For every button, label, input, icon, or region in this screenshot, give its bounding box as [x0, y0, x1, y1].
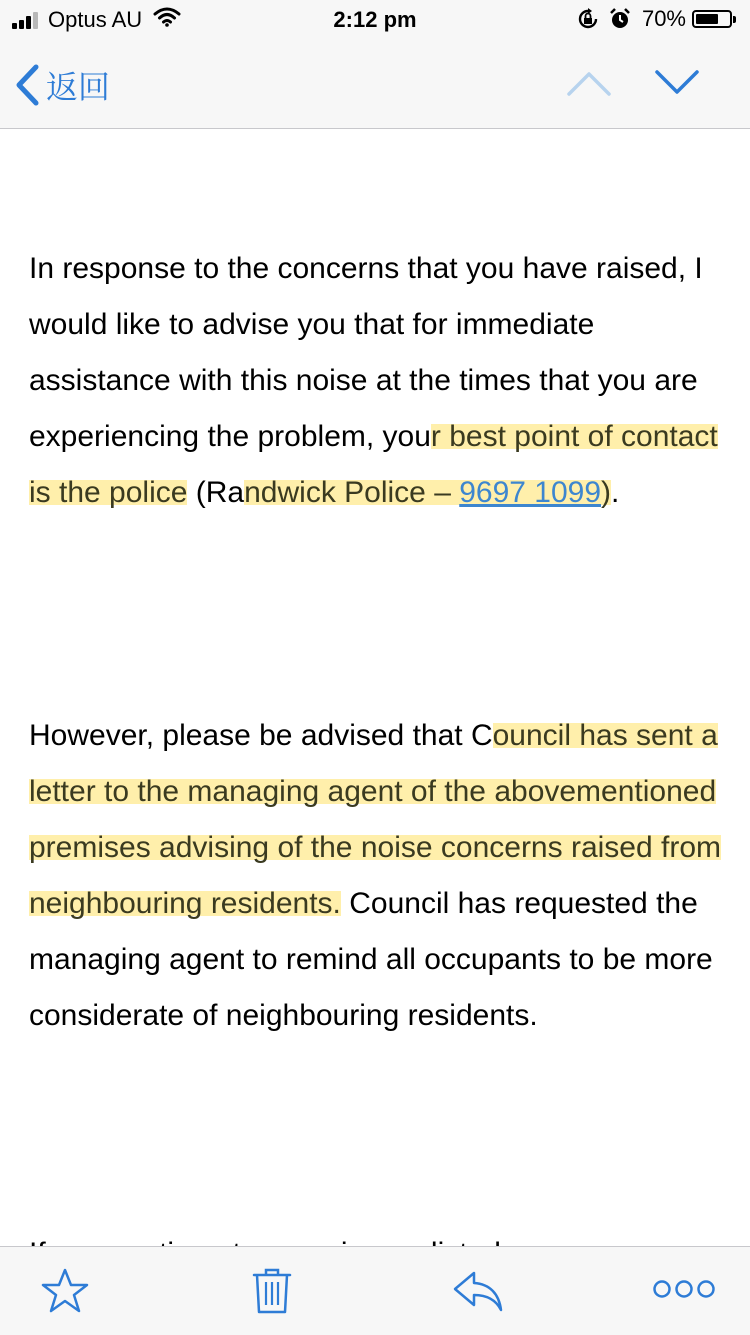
paragraph-1-end: . [611, 476, 620, 509]
paragraph-1-mid: (Ra [187, 476, 245, 509]
highlight-contact-police: r best point of contact is the police [29, 420, 718, 509]
battery-icon [692, 10, 732, 28]
more-button[interactable] [652, 1277, 716, 1306]
previous-message-button[interactable] [566, 66, 612, 105]
message-body[interactable] [29, 128, 729, 1246]
orientation-lock-icon [576, 7, 600, 31]
message-paragraph-2 [29, 708, 729, 1044]
highlight-randwick-police [244, 476, 611, 509]
reply-icon [452, 1267, 504, 1315]
chevron-up-icon [566, 66, 612, 100]
trash-button[interactable] [252, 1267, 292, 1320]
battery-fill [696, 14, 718, 24]
flag-button[interactable] [40, 1267, 90, 1320]
highlight-council-letter: ouncil has sent a letter to the managing agent of the abovementioned premises advising of the noise concerns raised from neighbouring residents. [29, 719, 721, 920]
reply-button[interactable] [452, 1267, 504, 1320]
chevron-left-icon [14, 64, 40, 106]
chevron-down-icon [654, 66, 700, 100]
status-bar [0, 0, 750, 40]
more-icon [652, 1277, 716, 1301]
status-time: 2:12 pm [333, 7, 417, 32]
status-right [568, 6, 736, 32]
battery-tip [733, 16, 736, 23]
bottom-toolbar [0, 1246, 750, 1335]
nav-bar [0, 40, 750, 129]
flag-icon [40, 1267, 90, 1315]
closing-paren: ) [601, 476, 612, 509]
back-button[interactable] [14, 62, 110, 108]
next-message-button[interactable] [654, 66, 700, 105]
phone-link[interactable]: 9697 1099 [459, 476, 602, 509]
paragraph-1-text: In response to the concerns that you have raised, I would like to advise you that for immediate assistance with this noise at the times that you are experiencing the problem, you [29, 252, 703, 453]
alarm-icon [608, 7, 632, 31]
paragraph-2-end: Council has requested the managing agent to remind all occupants to be more considerate of neighbouring residents. [29, 887, 713, 1032]
message-paragraph-1 [29, 241, 729, 521]
paragraph-2-text: However, please be advised that C [29, 719, 493, 752]
trash-icon [252, 1267, 292, 1315]
police-name-text: ndwick Police – [244, 476, 460, 509]
carrier-name: Optus AU [48, 7, 143, 32]
battery-percent: 70% [641, 6, 686, 31]
back-label: 返回 [46, 69, 111, 105]
